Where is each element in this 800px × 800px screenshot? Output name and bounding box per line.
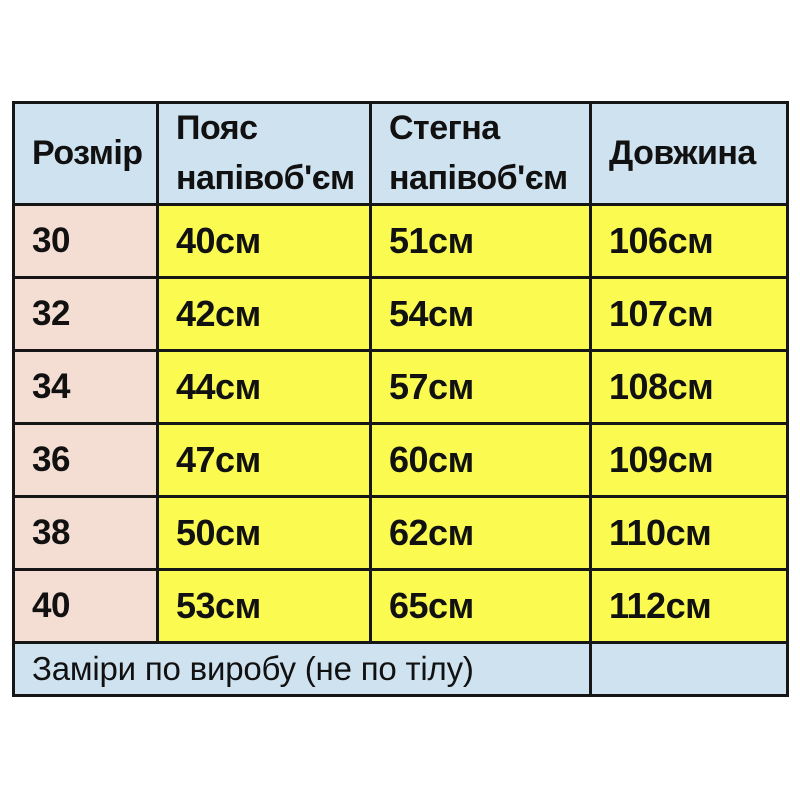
header-cell-length: Довжина — [591, 103, 788, 205]
waist-value-cell: 47см — [158, 424, 371, 497]
size-cell: 32 — [14, 278, 158, 351]
table-row-size-34 — [14, 351, 788, 424]
header-row — [14, 103, 788, 205]
hips-value-cell: 62см — [371, 497, 591, 570]
header-cell-waist: Пояс напівоб'єм — [158, 103, 371, 205]
table-row-size-32 — [14, 278, 788, 351]
hips-value-cell: 60см — [371, 424, 591, 497]
length-value-cell: 108см — [591, 351, 788, 424]
length-value-cell: 107см — [591, 278, 788, 351]
footer-row — [14, 643, 788, 696]
waist-value-cell: 44см — [158, 351, 371, 424]
hips-value-cell: 54см — [371, 278, 591, 351]
waist-value-cell: 42см — [158, 278, 371, 351]
table-row-size-30 — [14, 205, 788, 278]
waist-value-cell: 53см — [158, 570, 371, 643]
size-cell: 40 — [14, 570, 158, 643]
size-cell: 30 — [14, 205, 158, 278]
table-row-size-38 — [14, 497, 788, 570]
length-value-cell: 110см — [591, 497, 788, 570]
footer-note-cell: Заміри по виробу (не по тілу) — [14, 643, 591, 696]
size-chart-table — [12, 101, 789, 697]
size-cell: 36 — [14, 424, 158, 497]
length-value-cell: 106см — [591, 205, 788, 278]
header-cell-size: Розмір — [14, 103, 158, 205]
table-row-size-36 — [14, 424, 788, 497]
footer-empty-cell — [591, 643, 788, 696]
waist-value-cell: 50см — [158, 497, 371, 570]
size-cell: 38 — [14, 497, 158, 570]
size-cell: 34 — [14, 351, 158, 424]
waist-value-cell: 40см — [158, 205, 371, 278]
table-row-size-40 — [14, 570, 788, 643]
header-cell-hips: Стегна напівоб'єм — [371, 103, 591, 205]
length-value-cell: 109см — [591, 424, 788, 497]
length-value-cell: 112см — [591, 570, 788, 643]
hips-value-cell: 51см — [371, 205, 591, 278]
hips-value-cell: 65см — [371, 570, 591, 643]
hips-value-cell: 57см — [371, 351, 591, 424]
